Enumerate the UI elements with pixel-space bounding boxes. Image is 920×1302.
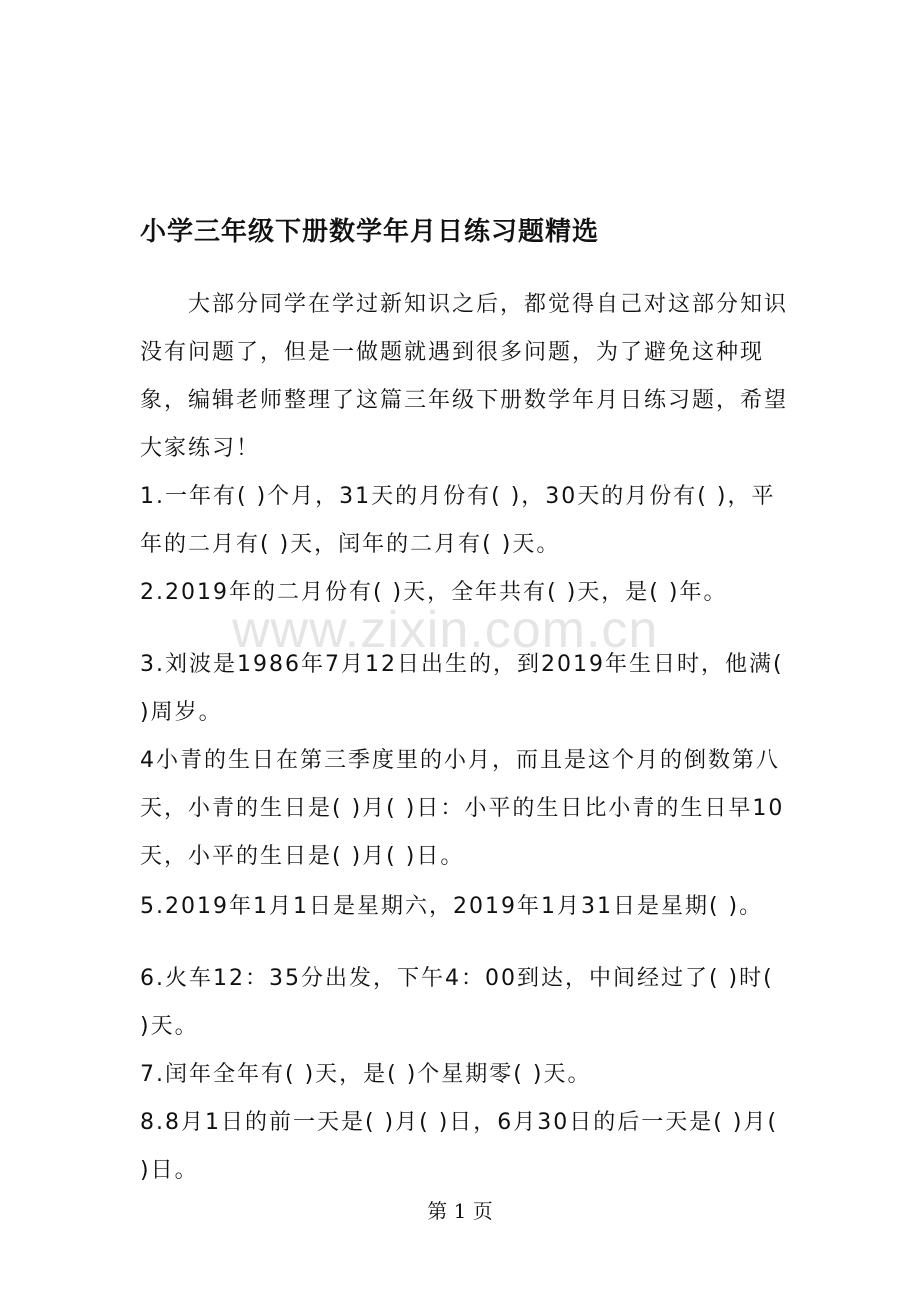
question-4: 4小青的生日在第三季度里的小月，而且是这个月的倒数第八天，小青的生日是( )月( )日：小平的生日比小青的生日早10天，小平的生日是( )月( )日。: [140, 748, 785, 869]
intro-paragraph: 大部分同学在学过新知识之后，都觉得自己对这部分知识没有问题了，但是一做题就遇到很多问题，为了避免这种现象，编辑老师整理了这篇三年级下册数学年月日练习题，希望大家练习！: [140, 292, 789, 461]
question-3: 3.刘波是1986年7月12日出生的，到2019年生日时，他满( )周岁。: [140, 652, 784, 725]
watermark: www.zixin.com.cn: [232, 601, 659, 659]
question-2: 2.2019年的二月份有( )天，全年共有( )天，是( )年。: [140, 580, 728, 605]
page-number: 第 1 页: [427, 1199, 493, 1223]
document-title: 小学三年级下册数学年月日练习题精选: [140, 217, 600, 247]
question-6: 6.火车12：35分出发，下午4：00到达，中间经过了( )时( )天。: [140, 966, 774, 1039]
question-7: 7.闰年全年有( )天，是( )个星期零( )天。: [140, 1062, 592, 1087]
question-5: 5.2019年1月1日是星期六，2019年1月31日是星期( )。: [140, 894, 764, 919]
question-1: 1.一年有( )个月，31天的月份有( )，30天的月份有( )，平年的二月有( )天，闰年的二月有( )天。: [140, 484, 776, 557]
question-8: 8.8月1日的前一天是( )月( )日，6月30日的后一天是( )月( )日。: [140, 1110, 779, 1183]
